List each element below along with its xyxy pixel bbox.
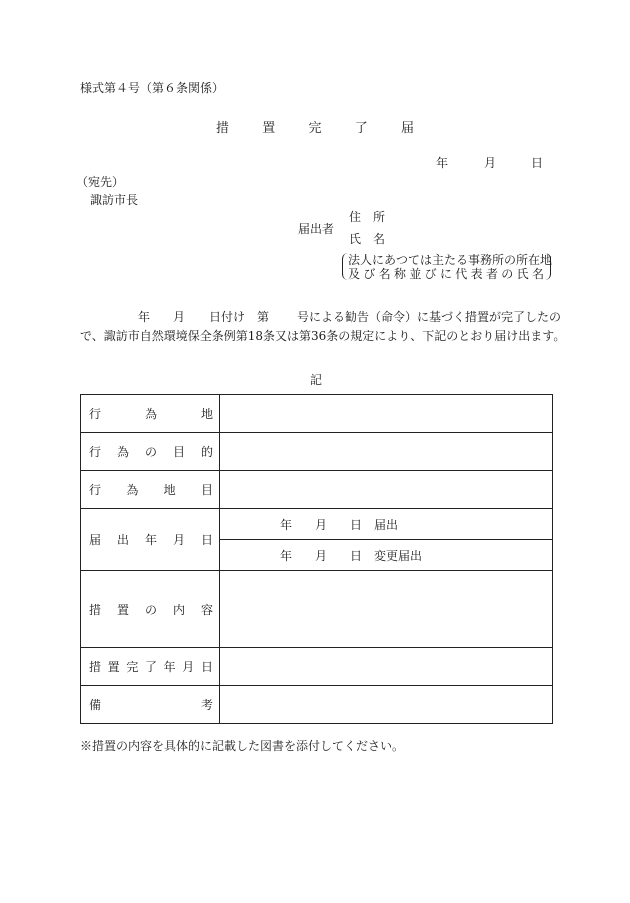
value-filing-date[interactable] [220, 509, 553, 540]
document-title [216, 122, 414, 135]
note-char: び [424, 267, 437, 281]
value-change-filing-date[interactable] [220, 540, 553, 571]
body-line1-rest: 号による勧告（命令）に基づく措置が完了したの [297, 310, 562, 324]
table-row [81, 648, 553, 686]
label-char: の [144, 445, 157, 459]
applicant-note-line1: 法人にあつては主たる事務所の所在地 [348, 253, 553, 267]
note-char: 名 [531, 267, 544, 281]
label-char: 日 [200, 660, 213, 674]
applicant-note-line2 [348, 268, 544, 280]
value-land-category[interactable] [220, 471, 553, 509]
title-char: 措 [216, 121, 230, 136]
row-label-completion-date [81, 648, 220, 686]
value-site[interactable] [220, 395, 553, 433]
label-char: 目 [200, 483, 213, 497]
date-month: 月 [484, 156, 497, 170]
label-char: 年 [163, 660, 176, 674]
note-char: 名 [378, 267, 391, 281]
label-char: 地 [200, 407, 213, 421]
table-row [81, 395, 553, 433]
note-char: 表 [470, 267, 483, 281]
filing-day: 日 [350, 517, 363, 532]
note-char: 称 [393, 267, 406, 281]
label-char: 届 [89, 533, 102, 547]
label-char: 備 [89, 698, 102, 712]
table-row [81, 686, 553, 724]
note-char: 及 [348, 267, 361, 281]
value-purpose[interactable] [220, 433, 553, 471]
filing-month: 月 [315, 517, 328, 532]
label-char: 為 [116, 445, 129, 459]
label-char: 考 [200, 698, 213, 712]
note-char: に [439, 267, 452, 281]
application-table [80, 394, 553, 724]
body-year: 年 [138, 310, 151, 324]
label-char: 行 [89, 407, 102, 421]
label-char: 措 [89, 660, 102, 674]
change-month: 月 [315, 548, 328, 563]
label-char: 置 [107, 660, 120, 674]
value-measure-content[interactable] [220, 571, 553, 648]
applicant-name-label: 氏 名 [349, 232, 386, 246]
change-suffix: 変更届出 [374, 548, 423, 563]
body-month: 月 [173, 310, 186, 324]
value-completion-date[interactable] [220, 648, 553, 686]
label-char: 年 [144, 533, 157, 547]
label-char: 月 [182, 660, 195, 674]
body-no: 第 [257, 310, 270, 324]
body-line2: で、諏訪市自然環境保全条例第18条又は第36条の規定により、下記のとおり届け出ます。 [80, 329, 566, 343]
note-char: 者 [485, 267, 498, 281]
label-char: 地 [163, 483, 176, 497]
note-char: び [363, 267, 376, 281]
footnote: ※措置の内容を具体的に記載した図書を添付してください。 [80, 739, 405, 753]
row-label-site [81, 395, 220, 433]
table-row [81, 471, 553, 509]
label-char: 日 [200, 533, 213, 547]
body-dated: 日付け [209, 310, 246, 324]
label-char: 為 [144, 407, 157, 421]
label-char: 的 [200, 445, 213, 459]
label-char: 了 [144, 660, 157, 674]
label-char: 為 [126, 483, 139, 497]
value-remarks[interactable] [220, 686, 553, 724]
title-char: 置 [262, 121, 276, 136]
row-label-land-category [81, 471, 220, 509]
note-char: 並 [409, 267, 422, 281]
title-char: 届 [400, 121, 414, 136]
filing-suffix: 届出 [374, 517, 399, 532]
title-char: 了 [354, 121, 368, 136]
ki-heading: 記 [310, 373, 323, 387]
note-char: 代 [455, 267, 468, 281]
label-char: 容 [200, 602, 213, 617]
label-char: 出 [116, 533, 129, 547]
addressee-name: 諏訪市長 [90, 193, 139, 207]
row-label-purpose [81, 433, 220, 471]
label-char: 目 [172, 445, 185, 459]
label-char: の [144, 602, 157, 617]
applicant-label: 届出者 [298, 222, 335, 236]
label-char: 行 [89, 445, 102, 459]
label-char: 行 [89, 483, 102, 497]
form-number: 様式第４号（第６条関係） [80, 81, 225, 95]
date-day: 日 [531, 156, 544, 170]
applicant-address-label: 住 所 [349, 210, 386, 224]
label-char: 月 [172, 533, 185, 547]
row-label-remarks [81, 686, 220, 724]
row-label-measure-content [81, 571, 220, 648]
row-label-filing-date [81, 509, 220, 571]
title-char: 完 [308, 121, 322, 136]
change-day: 日 [350, 548, 363, 563]
change-year: 年 [280, 548, 293, 563]
label-char: 完 [126, 660, 139, 674]
addressee-prefix: （宛先） [76, 175, 125, 189]
label-char: 措 [89, 602, 102, 617]
table-row [81, 509, 553, 540]
date-year: 年 [436, 156, 449, 170]
table-row [81, 433, 553, 471]
note-char: の [501, 267, 514, 281]
table-row [81, 571, 553, 648]
filing-year: 年 [280, 517, 293, 532]
note-char: 氏 [516, 267, 529, 281]
label-char: 置 [116, 602, 129, 617]
label-char: 内 [172, 602, 185, 617]
